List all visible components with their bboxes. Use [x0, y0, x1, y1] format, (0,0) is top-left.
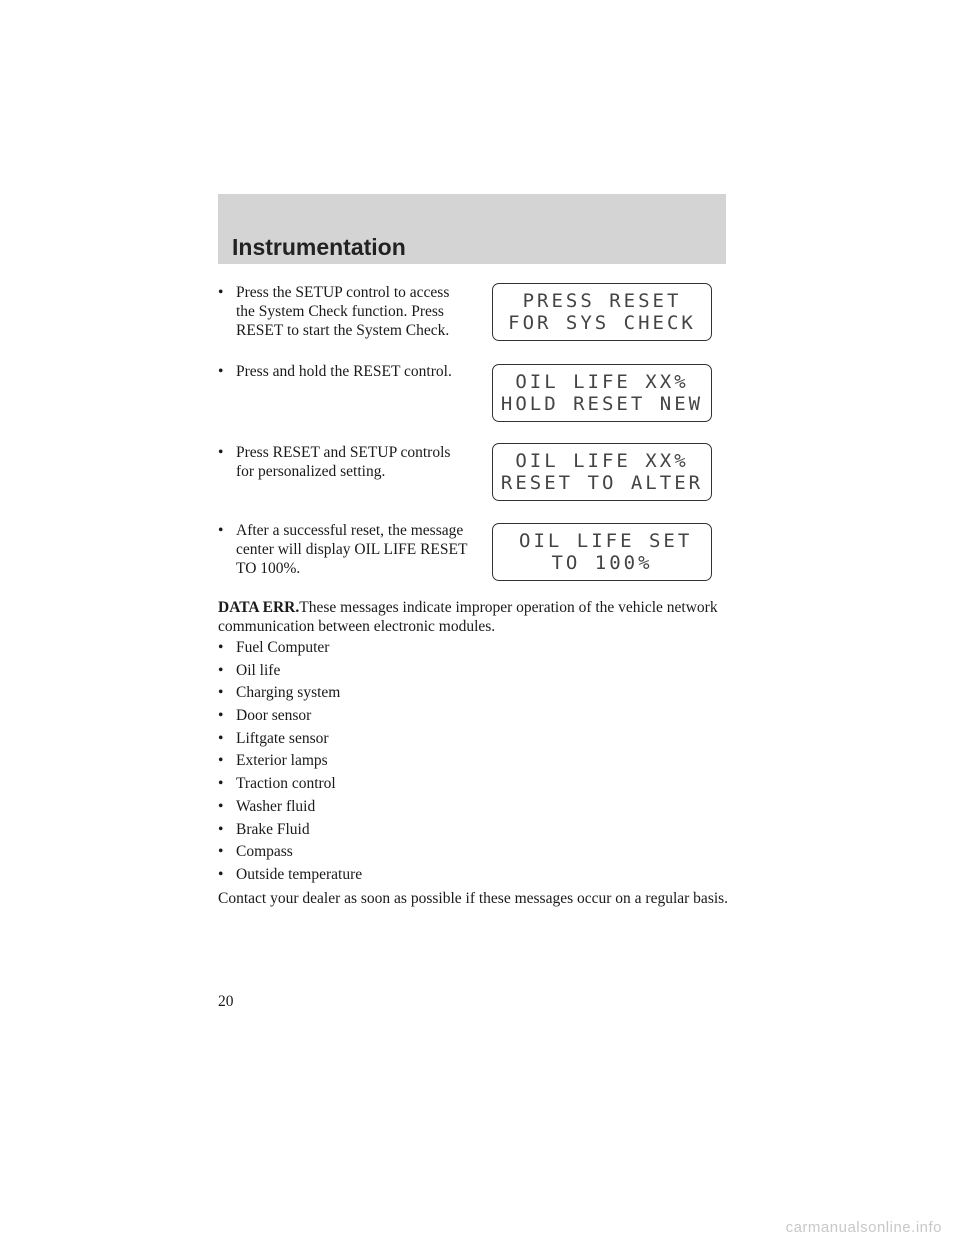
- step-text: Press RESET and SETUP controls for personalized setting.: [236, 444, 451, 480]
- list-item-text: Liftgate sensor: [236, 729, 329, 747]
- list-item: [218, 797, 362, 820]
- step-hold-reset: [218, 362, 468, 381]
- bullet-icon: •: [218, 284, 224, 301]
- lcd-display-oil-life-set: [492, 523, 712, 581]
- bullet-icon: •: [218, 363, 224, 380]
- lcd-display-reset-to-alter: [492, 443, 712, 501]
- step-successful-reset: [218, 521, 468, 578]
- lcd-line-2: HOLD RESET NEW: [500, 393, 704, 415]
- list-item-text: Traction control: [236, 775, 336, 793]
- bullet-icon: •: [218, 843, 224, 861]
- data-err-term: DATA ERR.: [218, 599, 300, 616]
- page-number: 20: [218, 993, 234, 1010]
- lcd-line-1: OIL LIFE XX%: [515, 371, 689, 393]
- list-item-text: Washer fluid: [236, 797, 316, 815]
- list-item: [218, 729, 362, 752]
- data-err-list: [218, 638, 362, 888]
- list-item-text: Door sensor: [236, 707, 312, 725]
- bullet-icon: •: [218, 729, 224, 747]
- list-item: [218, 706, 362, 729]
- bullet-icon: •: [218, 661, 224, 679]
- bullet-icon: •: [218, 797, 224, 815]
- data-err-description: These messages indicate improper operation of the vehicle network communication between electronic modules.: [218, 599, 718, 635]
- list-item-text: Exterior lamps: [236, 752, 328, 770]
- list-item: [218, 638, 362, 661]
- step-system-check: [218, 283, 468, 340]
- data-err-paragraph: [218, 598, 738, 636]
- bullet-icon: •: [218, 752, 224, 770]
- list-item-text: Oil life: [236, 661, 281, 679]
- step-text: After a successful reset, the message center will display OIL LIFE RESET TO 100%.: [236, 522, 468, 577]
- list-item-text: Charging system: [236, 684, 341, 702]
- list-item-text: Compass: [236, 843, 293, 861]
- bullet-icon: •: [218, 522, 224, 539]
- list-item: [218, 683, 362, 706]
- list-item-text: Brake Fluid: [236, 820, 310, 838]
- contact-dealer-paragraph: Contact your dealer as soon as possible if these messages occur on a regular basis.: [218, 890, 729, 907]
- step-text: Press the SETUP control to access the System Check function. Press RESET to start the System Check.: [236, 284, 450, 339]
- bullet-icon: •: [218, 865, 224, 883]
- list-item: [218, 865, 362, 888]
- step-text: Press and hold the RESET control.: [236, 363, 452, 380]
- lcd-display-hold-reset: [492, 364, 712, 422]
- list-item-text: Outside temperature: [236, 865, 363, 883]
- bullet-icon: •: [218, 820, 224, 838]
- bullet-icon: •: [218, 639, 224, 656]
- lcd-line-2: RESET TO ALTER: [500, 472, 704, 494]
- lcd-line-1: OIL LIFE SET: [519, 530, 693, 552]
- bullet-icon: •: [218, 684, 224, 702]
- watermark: carmanualsonline.info: [785, 1219, 942, 1236]
- section-header-band: [218, 194, 726, 264]
- bullet-icon: •: [218, 775, 224, 793]
- list-item: [218, 774, 362, 797]
- list-item: [218, 661, 362, 684]
- lcd-line-2: TO 100%: [551, 552, 653, 574]
- section-title: Instrumentation: [232, 234, 406, 260]
- bullet-icon: •: [218, 707, 224, 725]
- bullet-icon: •: [218, 444, 224, 461]
- step-personalized-setting: [218, 443, 468, 481]
- lcd-line-1: OIL LIFE XX%: [515, 450, 689, 472]
- lcd-line-1: PRESS RESET: [522, 290, 682, 312]
- list-item: [218, 842, 362, 865]
- lcd-display-press-reset: [492, 283, 712, 341]
- list-item-text: Fuel Computer: [236, 639, 330, 656]
- lcd-line-2: FOR SYS CHECK: [508, 312, 696, 334]
- list-item: [218, 751, 362, 774]
- list-item: [218, 820, 362, 843]
